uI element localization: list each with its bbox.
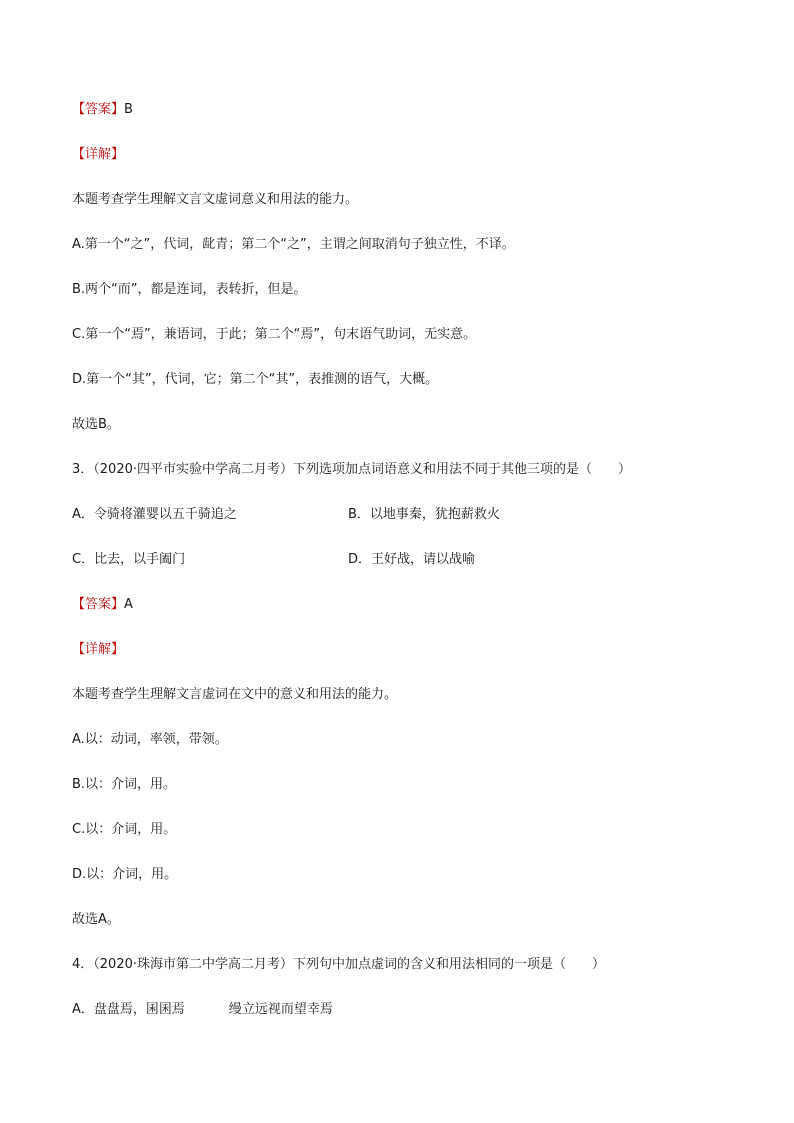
explanation-line: D.以：介词，用。: [72, 867, 178, 882]
answer-label: 【答案】: [72, 102, 125, 117]
detail-intro: 本题考查学生理解文言虚词在文中的意义和用法的能力。: [72, 687, 398, 702]
option-row: [72, 506, 722, 524]
explanation-line: A.以：动词，率领，带领。: [72, 732, 228, 747]
option-a-part2: 缦立远视而望幸焉: [228, 1002, 333, 1017]
option-a-part1: A．盘盘焉，囷囷焉: [72, 1002, 185, 1017]
explanation-line: C.第一个“焉”，兼语词，于此；第二个“焉”，句末语气助词，无实意。: [72, 327, 477, 342]
detail-label: 【详解】: [72, 642, 125, 657]
explanation-line: B.两个“而”，都是连词，表转折，但是。: [72, 282, 307, 297]
option-row: [72, 1001, 333, 1019]
answer-value: B: [124, 102, 133, 117]
answer-line: [72, 101, 133, 119]
question-stem: 4．（2020·珠海市第二中学高二月考）下列句中加点虚词的含义和用法相同的一项是（ ）: [72, 957, 605, 972]
question-stem: 3．（2020·四平市实验中学高二月考）下列选项加点词语意义和用法不同于其他三项的是（ ）: [72, 462, 631, 477]
explanation-line: A.第一个“之”，代词，龀青；第二个“之”，主谓之间取消句子独立性，不译。: [72, 237, 515, 252]
detail-intro: 本题考查学生理解文言文虚词意义和用法的能力。: [72, 192, 359, 207]
explanation-line: B.以：介词，用。: [72, 777, 177, 792]
option-d: D．王好战，请以战喻: [348, 552, 476, 567]
answer-label: 【答案】: [72, 597, 125, 612]
explanation-line: D.第一个“其”，代词，它；第二个“其”，表推测的语气，大概。: [72, 372, 439, 387]
conclusion: 故选B。: [72, 417, 120, 432]
option-c: C．比去，以手阖门: [72, 552, 186, 567]
option-row: [72, 551, 722, 569]
explanation-line: C.以：介词，用。: [72, 822, 177, 837]
answer-line: [72, 596, 133, 614]
conclusion: 故选A。: [72, 912, 120, 927]
answer-value: A: [124, 597, 133, 612]
detail-label: 【详解】: [72, 147, 125, 162]
option-b: B．以地事秦，犹抱薪救火: [348, 507, 500, 522]
option-a: A．令骑将灌婴以五千骑追之: [72, 507, 237, 522]
